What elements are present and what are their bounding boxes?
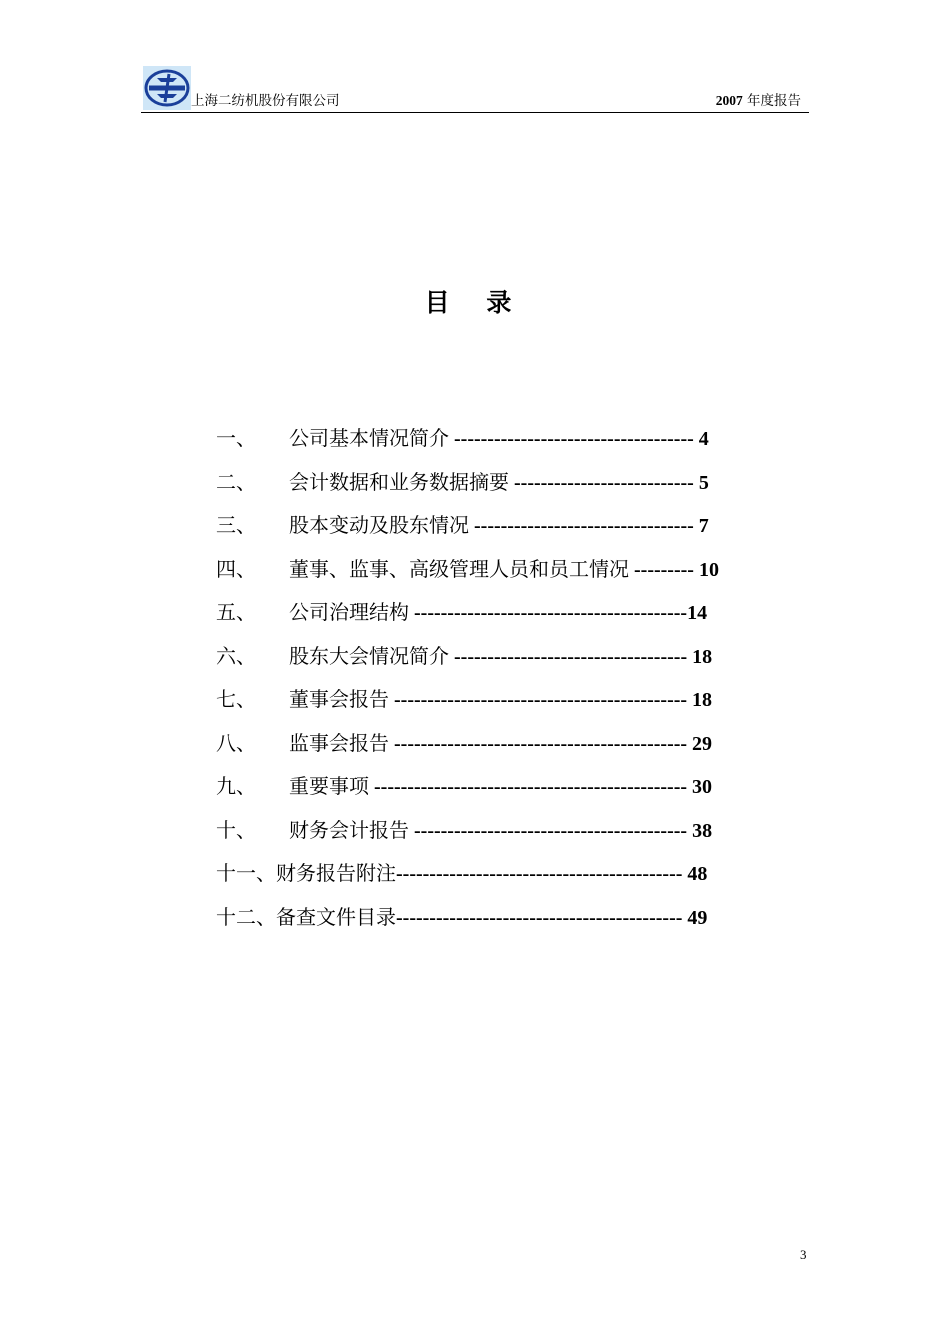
page-header xyxy=(141,64,809,114)
toc-entry-title: 公司基本情况简介 xyxy=(289,426,449,450)
toc-entry-title: 备查文件目录 xyxy=(276,904,396,929)
toc-entry[interactable] xyxy=(216,641,786,685)
toc-entry-leader: ----------------------------------- 18 xyxy=(449,645,713,668)
toc-entry-number: 五、 xyxy=(216,600,256,624)
toc-entry-number: 九、 xyxy=(216,774,256,798)
toc-entry-leader: -----------------------------------------14 xyxy=(409,602,708,624)
toc-entry[interactable] xyxy=(216,467,786,511)
toc-entry[interactable] xyxy=(216,684,786,728)
toc-entry-number: 一、 xyxy=(216,426,256,450)
toc-entry-title: 财务会计报告 xyxy=(289,817,409,842)
toc-entry-leader: --------- 10 xyxy=(629,558,719,581)
toc-entry-number: 八、 xyxy=(216,730,256,755)
toc-entry-leader: ----------------------------------------------- 30 xyxy=(369,776,713,798)
toc-entry-leader: ------------------------------------ 4 xyxy=(449,428,709,450)
toc-entry-number: 六、 xyxy=(216,643,256,668)
toc-entry-title: 财务报告附注 xyxy=(276,861,396,885)
report-label: 年度报告 xyxy=(747,93,801,109)
table-of-contents xyxy=(216,423,786,945)
toc-entry[interactable] xyxy=(216,510,786,554)
toc-entry-leader: ------------------------------------------- 49 xyxy=(396,906,708,929)
toc-entry-title: 股东大会情况简介 xyxy=(289,643,449,668)
company-logo-icon xyxy=(143,66,191,110)
toc-entry-title: 监事会报告 xyxy=(289,730,389,755)
toc-entry-title: 股本变动及股东情况 xyxy=(289,513,469,537)
toc-entry-number: 十、 xyxy=(216,817,256,842)
report-year: 2007 xyxy=(715,93,743,108)
toc-entry-leader: -------------------------------------------- 29 xyxy=(389,732,713,755)
toc-entry-number: 四、 xyxy=(216,556,256,581)
toc-entry-leader: --------------------------- 5 xyxy=(509,471,709,494)
toc-entry-title: 公司治理结构 xyxy=(289,600,409,624)
toc-entry[interactable] xyxy=(216,858,786,902)
toc-entry-number: 七、 xyxy=(216,687,256,711)
toc-entry-leader: ----------------------------------------- 38 xyxy=(409,819,713,842)
header-rule xyxy=(141,112,809,113)
toc-entry[interactable] xyxy=(216,597,786,641)
report-title xyxy=(716,93,801,109)
toc-entry-leader: --------------------------------- 7 xyxy=(469,515,709,537)
toc-title: 目 录 xyxy=(424,288,526,317)
toc-entry-title: 重要事项 xyxy=(289,774,369,798)
toc-entry[interactable] xyxy=(216,423,786,467)
toc-entry[interactable] xyxy=(216,554,786,598)
toc-entry-title: 董事会报告 xyxy=(289,687,389,711)
toc-entry[interactable] xyxy=(216,728,786,772)
toc-entry-number: 二、 xyxy=(216,469,256,494)
toc-entry-number: 十二、 xyxy=(216,904,276,929)
toc-entry-number: 十一、 xyxy=(216,861,276,885)
toc-entry[interactable] xyxy=(216,902,786,946)
toc-entry-title: 董事、监事、高级管理人员和员工情况 xyxy=(289,556,629,581)
toc-entry-leader: -------------------------------------------- 18 xyxy=(389,689,713,711)
page-number: 3 xyxy=(800,1247,807,1262)
toc-entry-title: 会计数据和业务数据摘要 xyxy=(289,469,509,494)
toc-entry[interactable] xyxy=(216,815,786,859)
toc-entry-number: 三、 xyxy=(216,513,256,537)
toc-entry-leader: ------------------------------------------- 48 xyxy=(396,863,708,885)
company-name: 上海二纺机股份有限公司 xyxy=(191,93,340,109)
toc-entry[interactable] xyxy=(216,771,786,815)
